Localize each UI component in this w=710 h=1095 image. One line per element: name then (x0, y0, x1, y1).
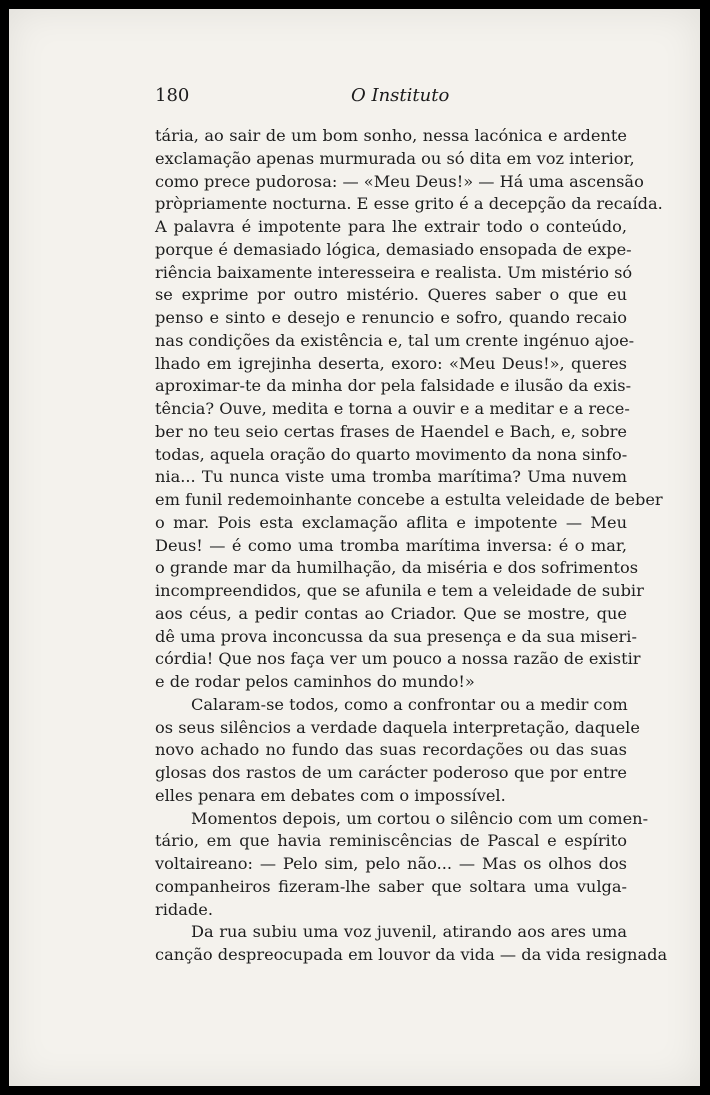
page-header (9, 9, 700, 119)
paragraph (155, 125, 663, 694)
text-line: tário, em que havia reminiscências de Pascal e espírito (155, 831, 627, 851)
text-line: novo achado no fundo das suas recordações ou das suas (155, 740, 627, 760)
text-line: o mar. Pois esta exclamação aflita e impotente — Meu (155, 512, 627, 532)
text-line: e de rodar pelos caminhos do mundo!» (155, 672, 475, 691)
text-line: tária, ao sair de um bom sonho, nessa lacónica e ardente (155, 126, 627, 145)
text-line: Momentos depois, um cortou o silêncio com um comen- (191, 808, 649, 828)
text-line: glosas dos rastos de um carácter poderoso que por entre (155, 763, 627, 782)
text-line: dê uma prova inconcussa da sua presença e da sua miseri- (155, 626, 637, 646)
text-line: tência? Ouve, medita e torna a ouvir e a meditar e a rece- (155, 399, 630, 418)
text-line: exclamação apenas murmurada ou só dita em voz interior, (155, 148, 635, 168)
text-line: o grande mar da humilhação, da miséria e dos sofrimentos (155, 558, 639, 578)
text-line: elles penara em debates com o impossível. (155, 785, 506, 805)
text-line: pròpriamente nocturna. E esse grito é a decepção da recaída. (155, 194, 663, 214)
text-line: aproximar-te da minha dor pela falsidade e ilusão da exis- (155, 376, 632, 396)
text-line: riência baixamente interesseira e realista. Um mistério só (155, 262, 633, 282)
text-line: ber no teu seio certas frases de Haendel e Bach, e, sobre (155, 421, 627, 441)
text-line: A palavra é impotente para lhe extrair todo o conteúdo, (155, 217, 627, 236)
text-line: porque é demasiado lógica, demasiado ensopada de expe- (155, 239, 632, 259)
paragraph (155, 808, 649, 922)
text-line: voltaireano: — Pelo sim, pelo não... — Mas os olhos dos (155, 854, 627, 873)
text-line: em funil redemoinhante concebe a estulta veleidade de beber (155, 490, 663, 509)
body-text (155, 125, 668, 967)
page-number: 180 (155, 85, 190, 106)
text-line: companheiros fizeram-lhe saber que soltara uma vulga- (155, 876, 627, 896)
text-line: aos céus, a pedir contas ao Criador. Que se mostre, que (155, 603, 627, 623)
text-line: ridade. (155, 899, 214, 919)
text-line: nas condições da existência e, tal um crente ingénuo ajoe- (155, 330, 635, 350)
paragraph (155, 694, 640, 808)
text-line: Calaram-se todos, como a confrontar ou a medir com (191, 694, 628, 714)
text-line: nia... Tu nunca viste uma tromba marítima? Uma nuvem (155, 467, 627, 487)
paragraph (155, 921, 668, 967)
text-line: canção despreocupada em louvor da vida — da vida resignada (155, 945, 668, 964)
text-line: como prece pudorosa: — «Meu Deus!» — Há uma ascensão (155, 171, 644, 191)
text-line: os seus silêncios a verdade daquela interpretação, daquele (155, 717, 640, 737)
text-line: Da rua subiu uma voz juvenil, atirando aos ares uma (191, 922, 627, 942)
text-line: todas, aquela oração do quarto movimento da nona sinfo- (155, 444, 628, 464)
text-line: lhado em igrejinha deserta, exoro: «Meu Deus!», queres (155, 353, 627, 373)
text-line: se exprime por outro mistério. Queres saber o que eu (155, 285, 627, 305)
book-page (9, 9, 700, 1086)
text-line: penso e sinto e desejo e renuncio e sofro, quando recaio (155, 308, 627, 327)
text-line: Deus! — é como uma tromba marítima inversa: é o mar, (155, 535, 627, 555)
running-title: O Instituto (351, 85, 450, 106)
text-line: incompreendidos, que se afunila e tem a veleidade de subir (155, 581, 644, 600)
text-line: córdia! Que nos faça ver um pouco a nossa razão de existir (155, 649, 641, 669)
